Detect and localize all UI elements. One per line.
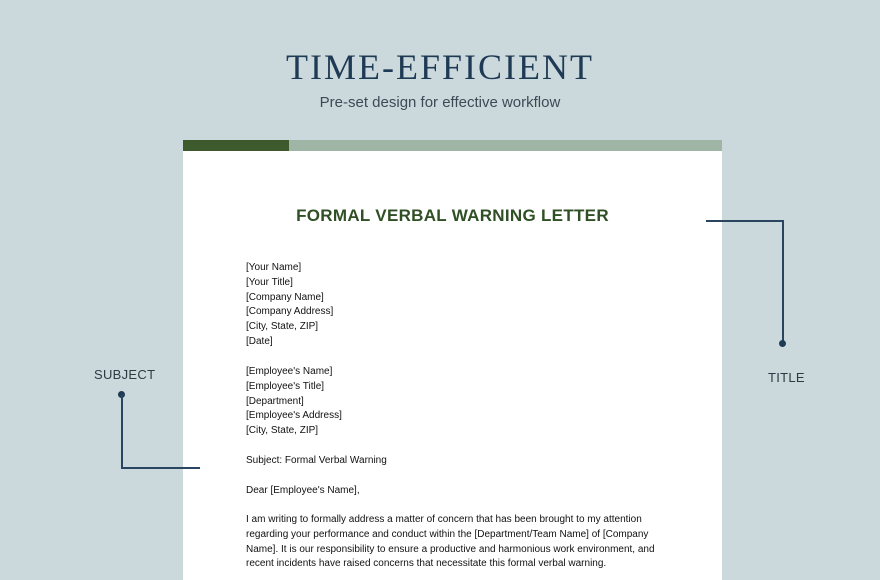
page-heading: TIME-EFFICIENT [286, 47, 594, 87]
subject-text: Subject: Formal Verbal Warning [246, 455, 387, 466]
body-paragraph [246, 513, 656, 572]
accent-bar-light [289, 140, 722, 151]
sender-line: [City, State, ZIP] [246, 321, 319, 333]
recipient-line: [Employee's Title] [246, 380, 325, 392]
recipient-line: [Employee's Address] [246, 410, 342, 422]
salutation [246, 484, 360, 499]
sender-line: [Your Name] [246, 262, 302, 273]
sender-line: [Company Name] [246, 291, 324, 303]
sender-line: [Date] [246, 335, 273, 347]
recipient-line: [City, State, ZIP] [246, 425, 319, 437]
subject-callout-line-horizontal [121, 467, 200, 469]
title-callout-line-horizontal [706, 220, 783, 222]
document-preview [183, 140, 722, 580]
subject-callout-label: SUBJECT [94, 367, 156, 382]
title-callout-label: TITLE [768, 370, 805, 385]
recipient-line: [Employee's Name] [246, 366, 333, 377]
salutation-text: Dear [Employee's Name], [246, 485, 360, 496]
sender-block [246, 261, 333, 350]
recipient-line: [Department] [246, 395, 304, 407]
title-callout-line-vertical [782, 220, 784, 344]
subject-callout-line-vertical [121, 394, 123, 468]
subject-line [246, 454, 387, 469]
body-text: I am writing to formally address a matter of concern that has been brought to my attention regarding your performance and conduct within the [Department/Team Name] of [Company Name]. It is our responsibility to ensure a productive and harmonious work environment, and recent incidents have raised concerns that necessitate this formal verbal warning. [246, 514, 655, 570]
recipient-block [246, 365, 342, 439]
letter-title: FORMAL VERBAL WARNING LETTER [296, 206, 609, 225]
page-subheading: Pre-set design for effective workflow [319, 94, 561, 111]
sender-line: [Your Title] [246, 276, 293, 288]
accent-bar-dark [183, 140, 289, 151]
sender-line: [Company Address] [246, 306, 334, 318]
title-callout-dot [779, 340, 786, 347]
